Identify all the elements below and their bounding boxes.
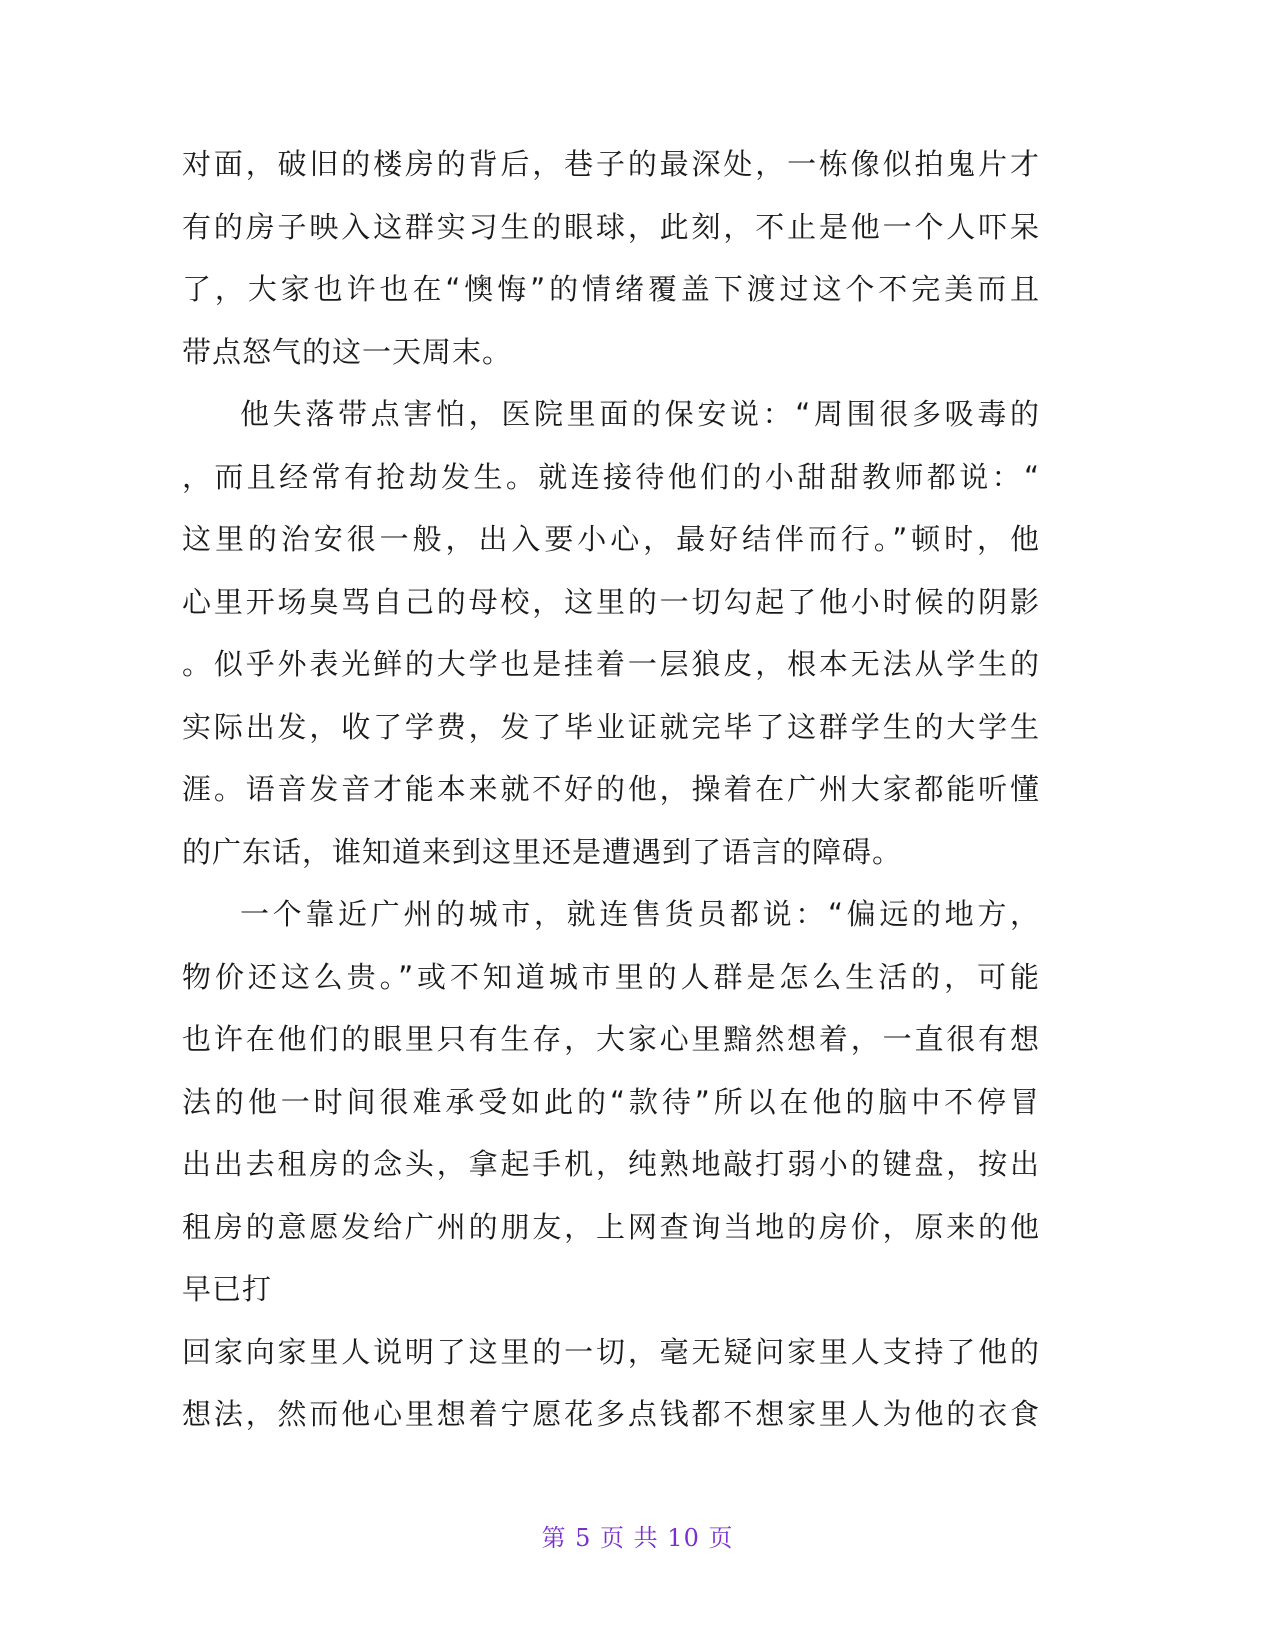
text-line: 的广东话，谁知道来到这里还是遭遇到了语言的障碍。 — [182, 834, 903, 869]
text-line: 有的房子映入这群实习生的眼球，此刻，不止是他一个人吓呆 — [182, 209, 1040, 244]
page-number-footer: 第 5 页 共 10 页 — [541, 1524, 734, 1552]
paragraph-start-line: 一个靠近广州的城市，就连售货员都说：“偏远的地方， — [240, 897, 1040, 931]
text-line: 也许在他们的眼里只有生存，大家心里黯然想着，一直很有想 — [182, 1022, 1040, 1056]
text-line: 租房的意愿发给广州的朋友，上网查询当地的房价，原来的他 — [182, 1209, 1040, 1244]
text-line: 涯。语音发音才能本来就不好的他，操着在广州大家都能听懂 — [182, 772, 1040, 806]
text-line: 了，大家也许也在“懊悔”的情绪覆盖下渡过这个不完美而且 — [182, 272, 1040, 306]
text-line: 物价还这么贵。”或不知道城市里的人群是怎么生活的，可能 — [182, 959, 1040, 994]
document-body — [182, 133, 1040, 1446]
text-line: 法的他一时间很难承受如此的“款待”所以在他的脑中不停冒 — [182, 1084, 1040, 1119]
text-line: 带点怒气的这一天周末。 — [182, 334, 513, 369]
paragraph-start-line: 他失落带点害怕，医院里面的保安说：“周围很多吸毒的 — [240, 397, 1040, 431]
text-line: 想法，然而他心里想着宁愿花多点钱都不想家里人为他的衣食 — [182, 1397, 1040, 1431]
text-line: 出出去租房的念头，拿起手机，纯熟地敲打弱小的键盘，按出 — [182, 1147, 1040, 1181]
text-line: 。似乎外表光鲜的大学也是挂着一层狼皮，根本无法从学生的 — [182, 647, 1040, 681]
text-line: ，而且经常有抢劫发生。就连接待他们的小甜甜教师都说：“ — [182, 459, 1040, 494]
text-line: 回家向家里人说明了这里的一切，毫无疑问家里人支持了他的 — [182, 1334, 1040, 1369]
text-line: 这里的治安很一般，出入要小心，最好结伴而行。”顿时，他 — [182, 522, 1040, 556]
text-line: 早已打 — [182, 1272, 273, 1306]
text-line: 对面，破旧的楼房的背后，巷子的最深处，一栋像似拍鬼片才 — [182, 147, 1040, 181]
text-line: 实际出发，收了学费，发了毕业证就完毕了这群学生的大学生 — [182, 709, 1040, 744]
text-line: 心里开场臭骂自己的母校，这里的一切勾起了他小时候的阴影 — [182, 584, 1040, 619]
